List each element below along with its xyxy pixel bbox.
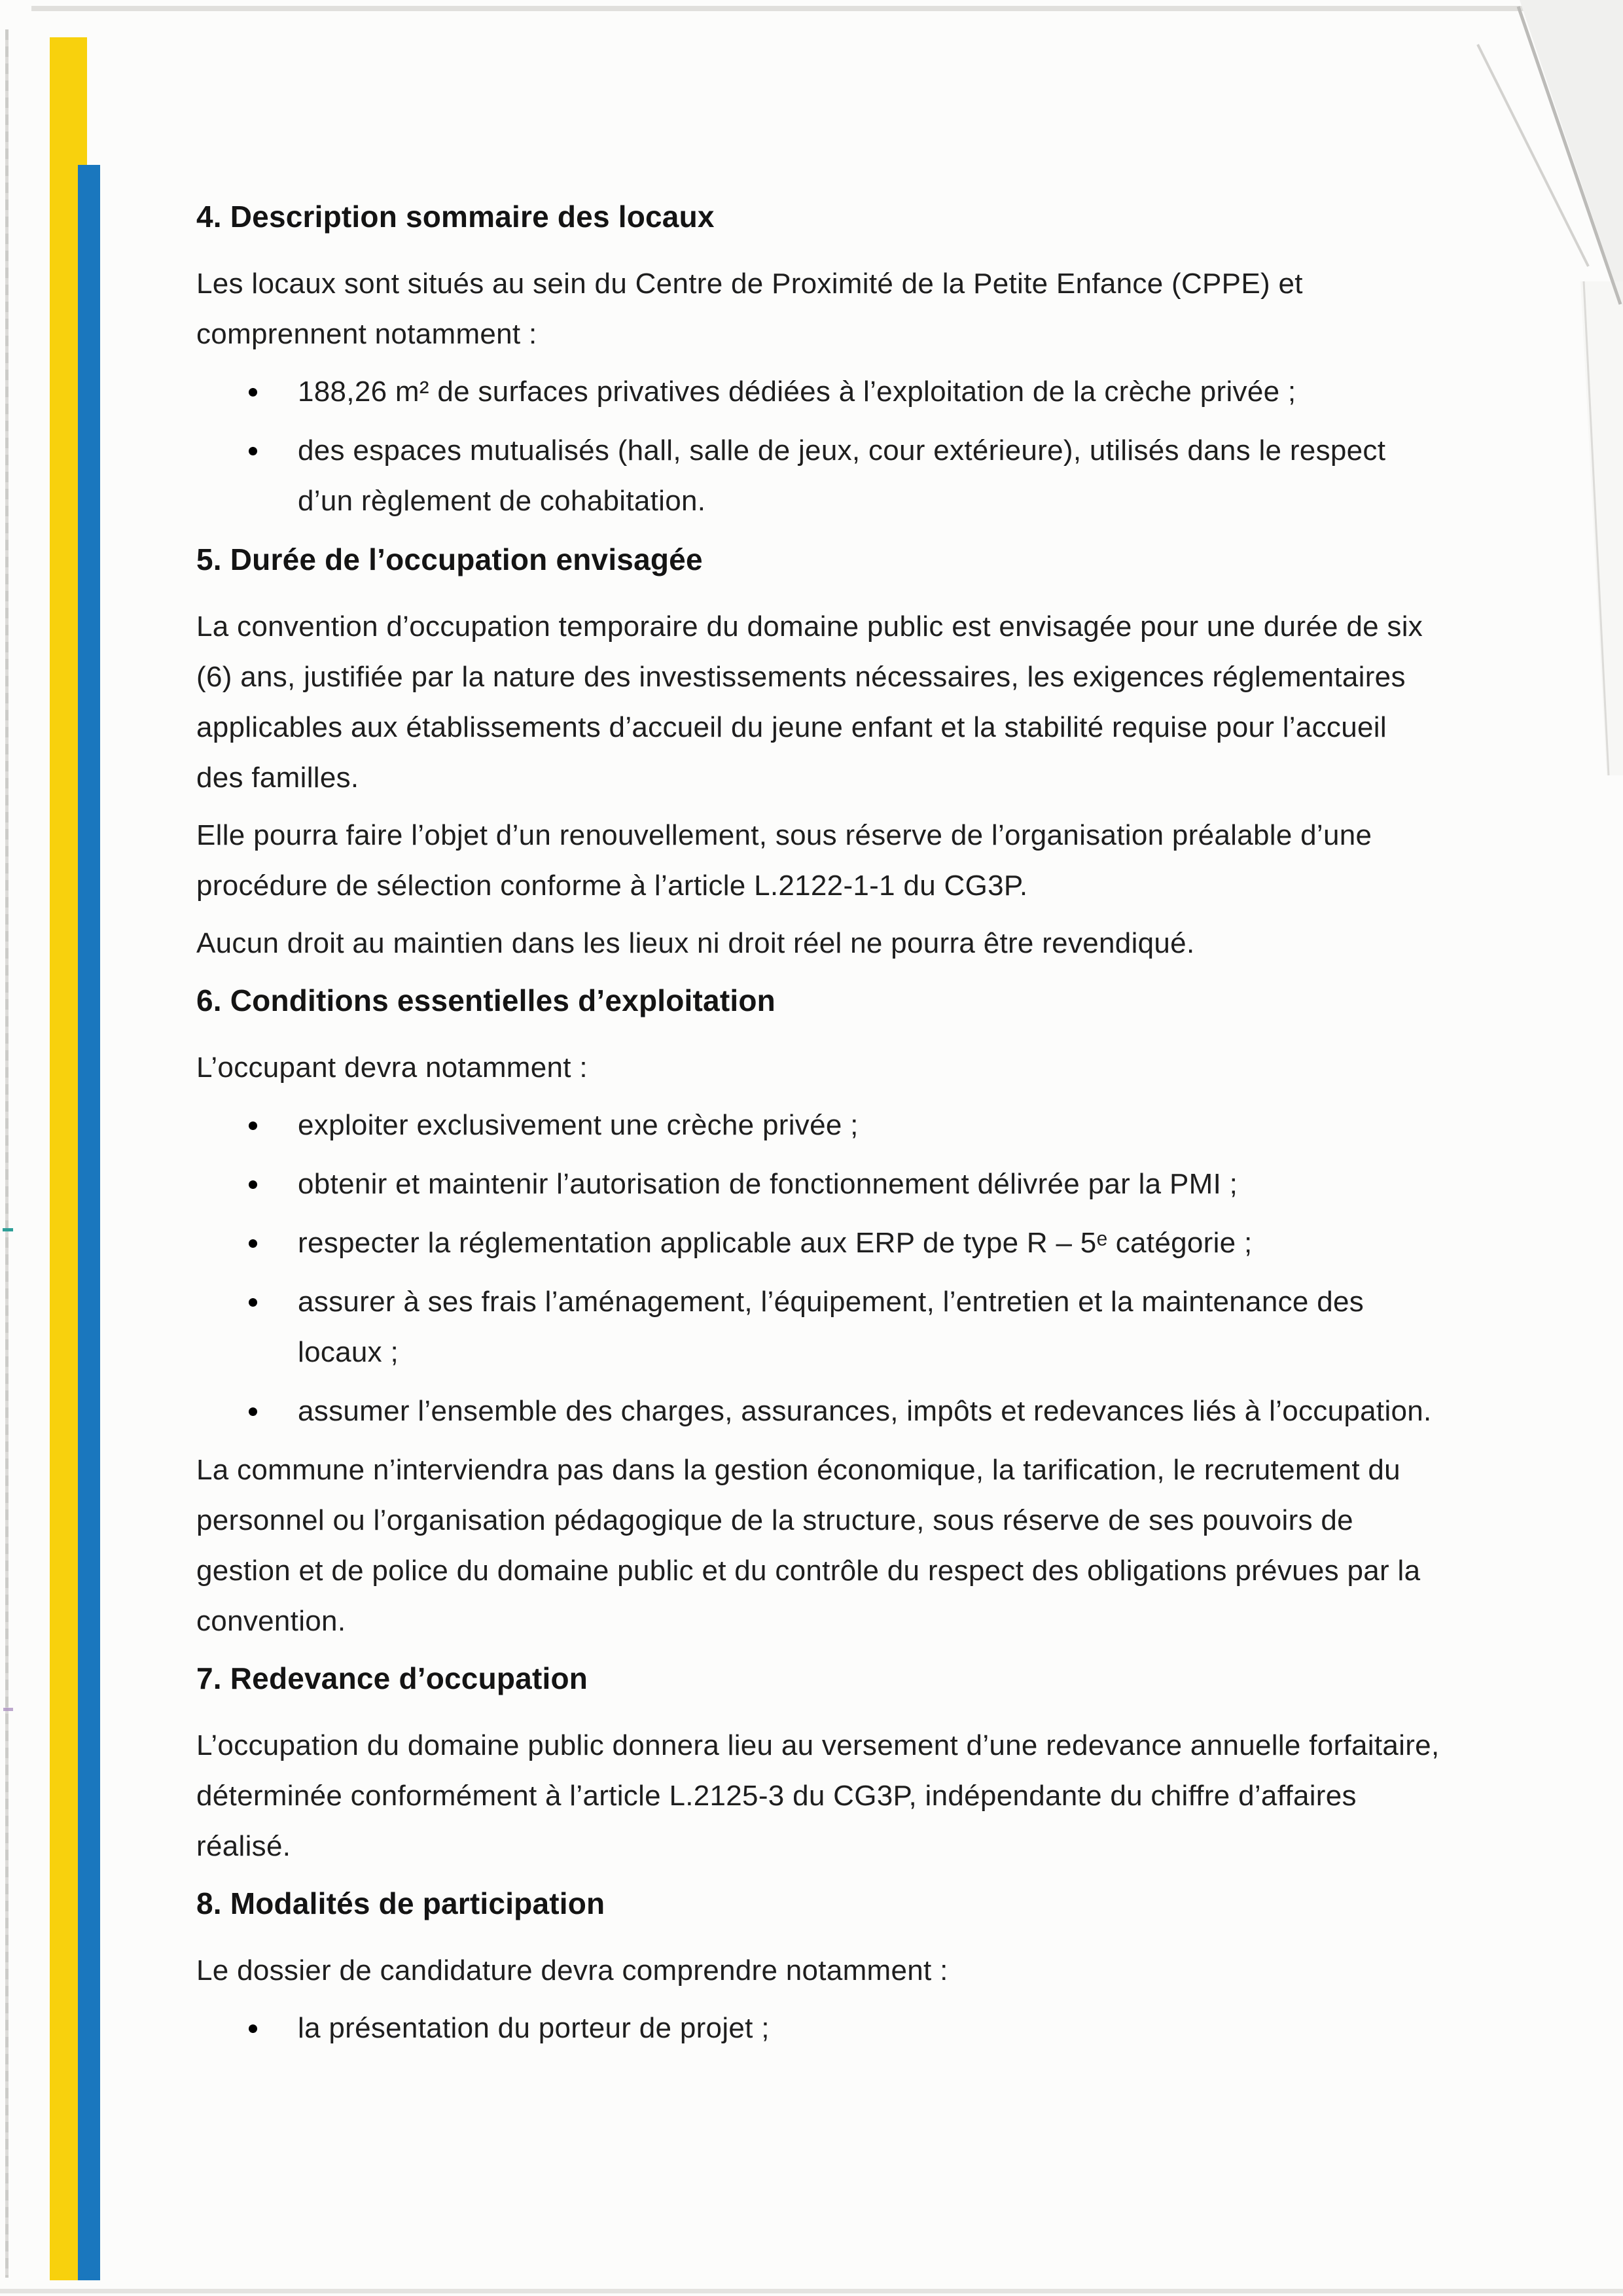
bullet-list [196, 1100, 1440, 1436]
bullet-dot-icon [249, 388, 257, 397]
scan-edge-bottom [0, 2289, 1623, 2293]
page-curl-shade [1520, 0, 1623, 308]
bullet-text: assumer l’ensemble des charges, assurances, impôts et redevances liés à l’occupation. [298, 1395, 1432, 1427]
bullet-text: obtenir et maintenir l’autorisation de fonctionnement délivrée par la PMI ; [298, 1168, 1238, 1200]
section-description-locaux [196, 192, 1440, 526]
bullet-text: respecter la réglementation applicable aux ERP de type R – 5ᵉ catégorie ; [298, 1227, 1253, 1259]
bullet-dot-icon [249, 447, 257, 455]
section-redevance [196, 1653, 1440, 1871]
bullet-item [196, 1100, 1440, 1150]
section-conditions-exploitation [196, 976, 1440, 1646]
section-heading: 8. Modalités de participation [196, 1886, 605, 1920]
bullet-text: assurer à ses frais l’aménagement, l’équipement, l’entretien et la maintenance des locaux ; [298, 1286, 1364, 1368]
bullet-list [196, 2003, 1440, 2053]
section-heading: 4. Description sommaire des locaux [196, 200, 715, 234]
section-heading: 5. Durée de l’occupation envisagée [196, 542, 703, 576]
bullet-dot-icon [249, 1298, 257, 1307]
bullet-item [196, 1159, 1440, 1209]
section-modalites-participation [196, 1879, 1440, 2053]
bullet-item [196, 366, 1440, 417]
bullet-text: exploiter exclusivement une crèche privée ; [298, 1109, 859, 1141]
bullet-item [196, 1277, 1440, 1377]
paragraph: Le dossier de candidature devra comprendre notamment : [196, 1954, 948, 1987]
paragraph: L’occupation du domaine public donnera lieu au versement d’une redevance annuelle forfaitaire, déterminée conformément à l’article L.2125-3 du CG3P, indépendante du chiffre d’affaires réalisé. [196, 1729, 1440, 1862]
bullet-dot-icon [249, 2024, 257, 2033]
paragraph: Aucun droit au maintien dans les lieux ni droit réel ne pourra être revendiqué. [196, 927, 1195, 959]
bullet-item [196, 1218, 1440, 1268]
paragraph: La convention d’occupation temporaire du domaine public est envisagée pour une durée de six (6) ans, justifiée par la nature des investissements nécessaires, les exigences réglementaires applicables aux établissements d’accueil du jeune enfant et la stabilité requise pour l’accueil des familles. [196, 610, 1423, 794]
paragraph: L’occupant devra notamment : [196, 1051, 588, 1084]
paragraph: La commune n’interviendra pas dans la gestion économique, la tarification, le recrutement du personnel ou l’organisation pédagogique de la structure, sous réserve de ses pouvoirs de gestion et de police du domaine public et du contrôle du respect des obligations prévues par la convention. [196, 1454, 1421, 1637]
bullet-text: la présentation du porteur de projet ; [298, 2012, 770, 2044]
bullet-item [196, 2003, 1440, 2053]
bullet-text: des espaces mutualisés (hall, salle de jeux, cour extérieure), utilisés dans le respect d’un règlement de cohabitation. [298, 434, 1386, 517]
bullet-list [196, 366, 1440, 526]
bullet-dot-icon [249, 1407, 257, 1416]
section-heading: 7. Redevance d’occupation [196, 1661, 588, 1695]
bullet-dot-icon [249, 1180, 257, 1189]
section-heading: 6. Conditions essentielles d’exploitation [196, 983, 776, 1017]
paragraph: Elle pourra faire l’objet d’un renouvellement, sous réserve de l’organisation préalable d’une procédure de sélection conforme à l’article L.2122-1-1 du CG3P. [196, 819, 1372, 902]
bullet-dot-icon [249, 1239, 257, 1248]
bullet-item [196, 425, 1440, 526]
bullet-text: 188,26 m² de surfaces privatives dédiées à l’exploitation de la crèche privée ; [298, 376, 1296, 408]
bullet-dot-icon [249, 1122, 257, 1130]
paragraph: Les locaux sont situés au sein du Centre de Proximité de la Petite Enfance (CPPE) et comprennent notamment : [196, 268, 1303, 350]
section-duree-occupation [196, 535, 1440, 968]
bullet-item [196, 1386, 1440, 1436]
